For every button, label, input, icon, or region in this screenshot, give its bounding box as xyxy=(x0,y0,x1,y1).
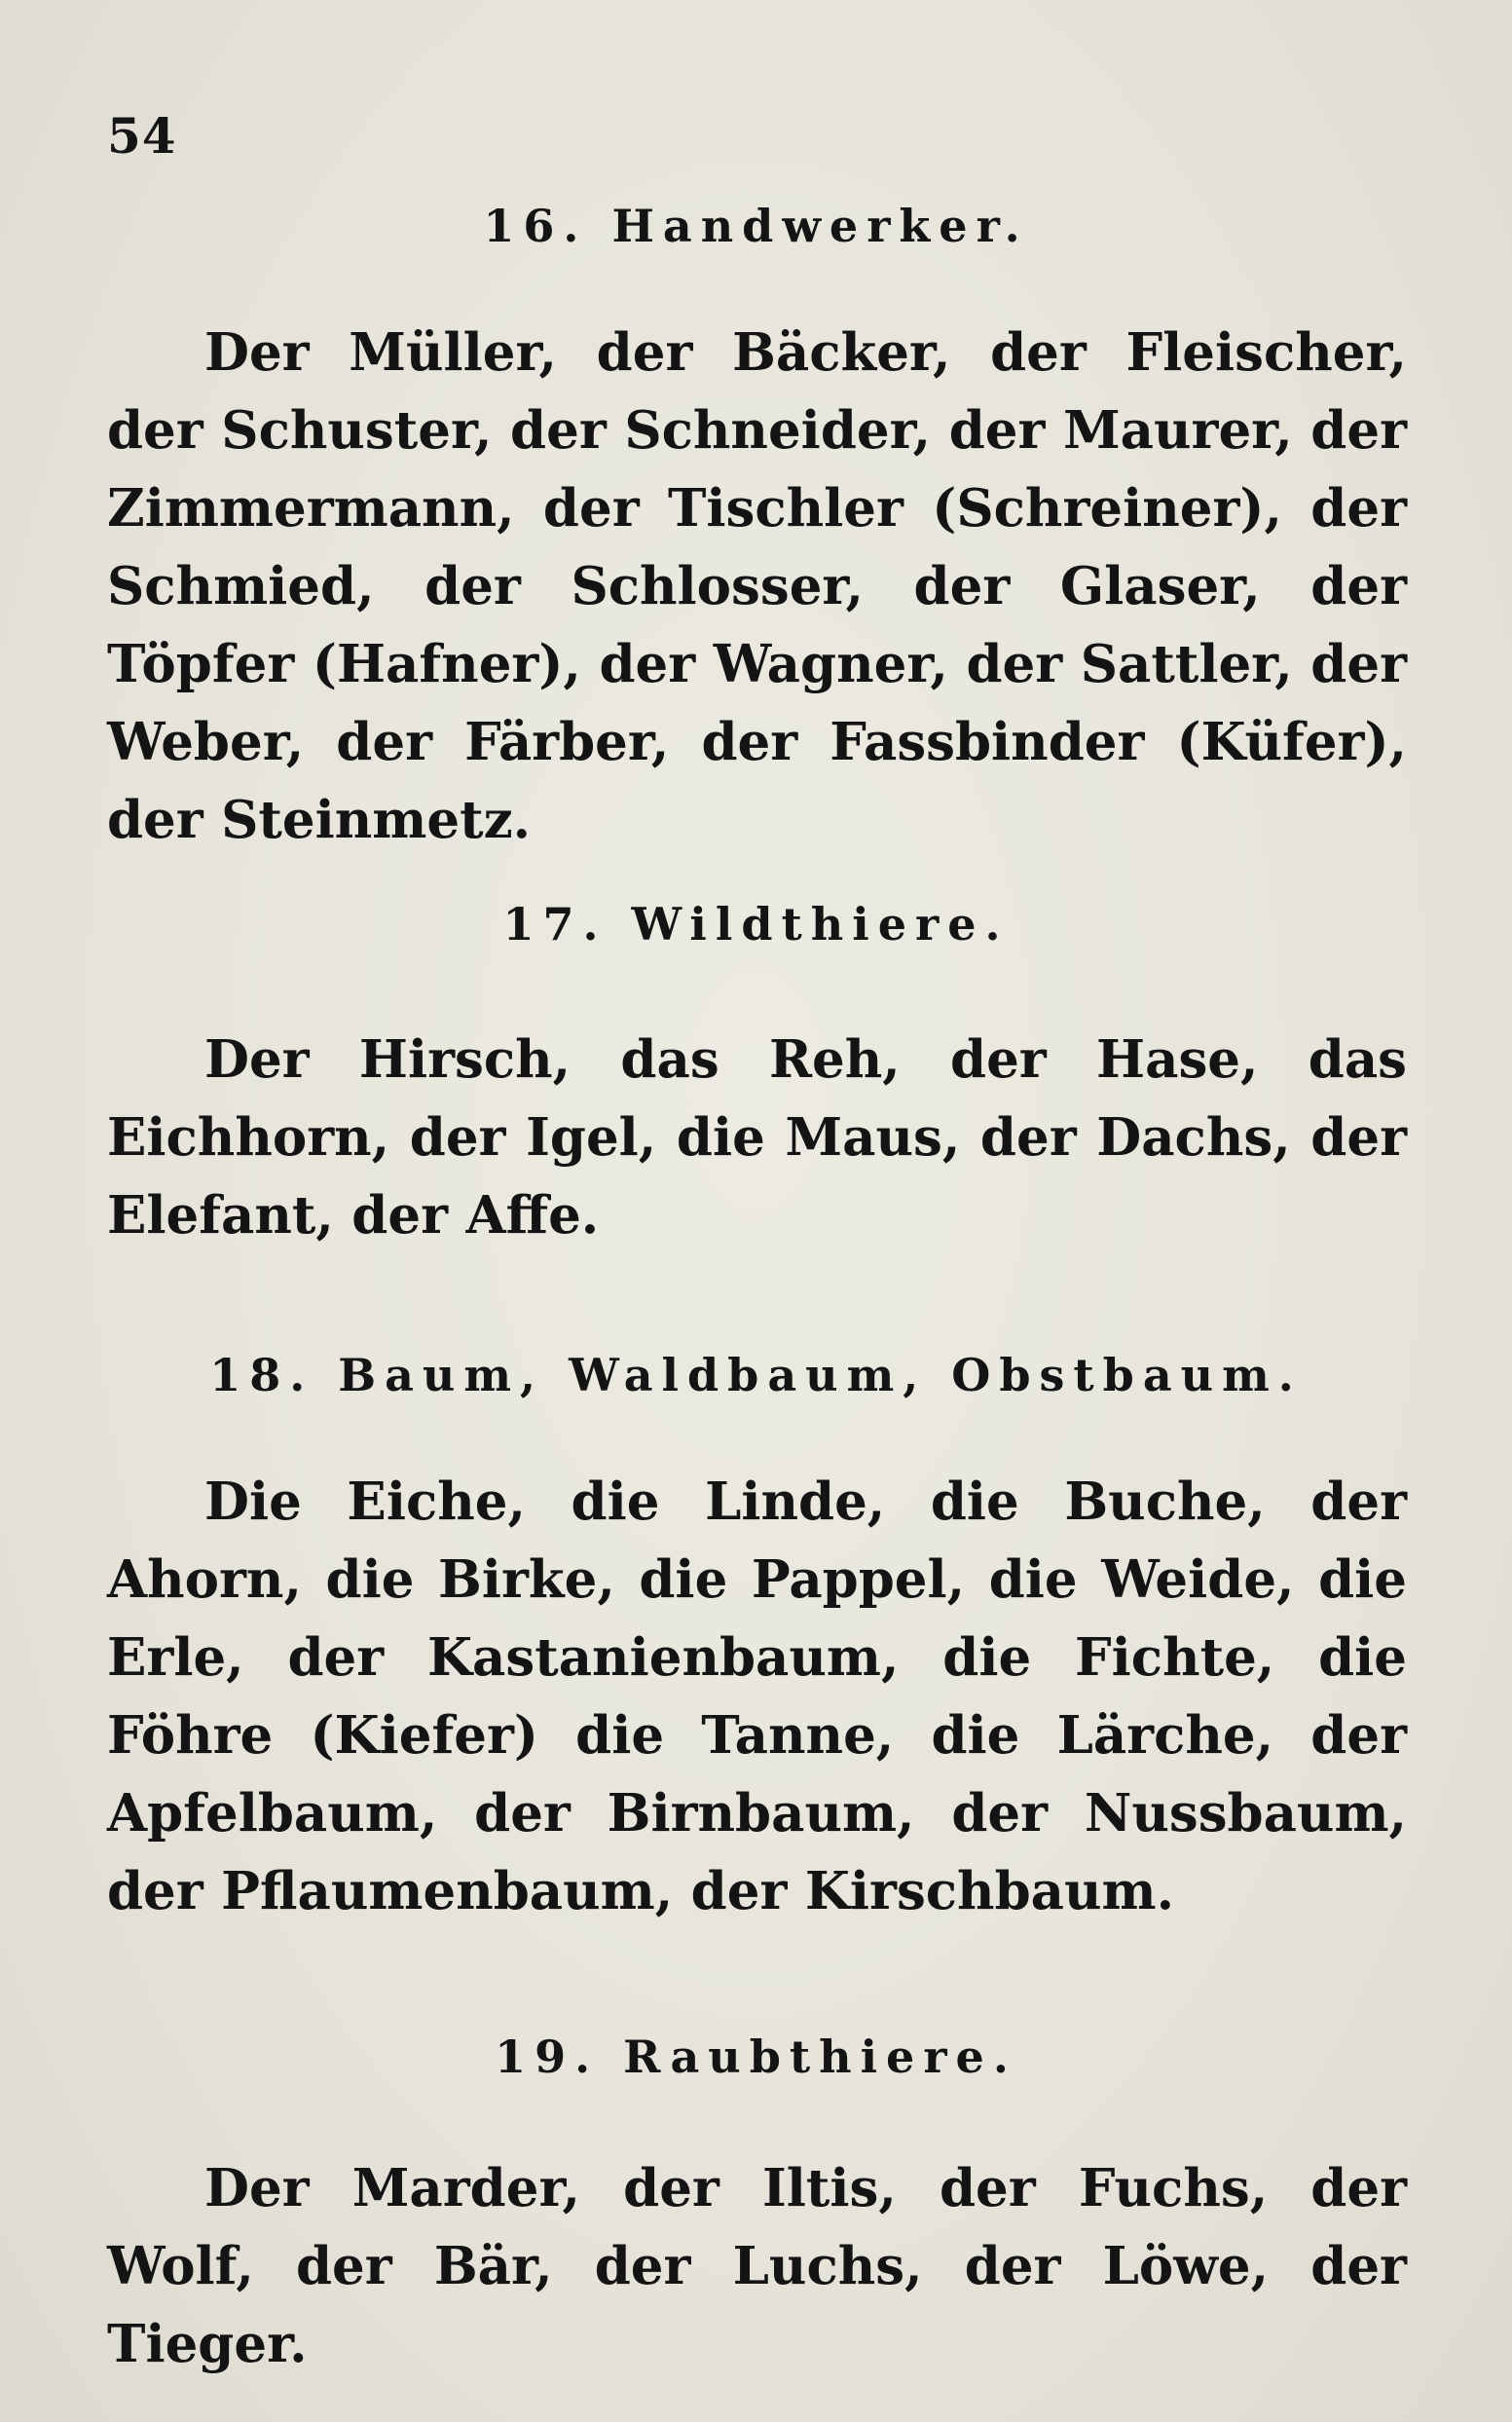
section-text-baum-content: Die Eiche, die Linde, die Buche, der Ahorn, die Birke, die Pappel, die Weide, die Erle, der Kastanienbaum, die Fichte, die Föhre (Kiefer) die Tanne, die Lärche, der Apfelbaum, der Birnbaum, der Nussbaum, der Pflaumenbaum, der Kirschbaum. xyxy=(107,1472,1407,1921)
section-text-raubthiere xyxy=(107,2149,1407,2383)
section-text-wildthiere xyxy=(107,1021,1407,1254)
section-text-handwerker-content: Der Müller, der Bäcker, der Fleischer, der Schuster, der Schneider, der Maurer, der Zimmermann, der Tischler (Schreiner), der Schmied, der Schlosser, der Glaser, der Töpfer (Hafner), der Wagner, der Sattler, der Weber, der Färber, der Fassbinder (Küfer), der Steinmetz. xyxy=(107,322,1407,850)
section-text-raubthiere-content: Der Marder, der Iltis, der Fuchs, der Wolf, der Bär, der Luchs, der Löwe, der Tieger. xyxy=(107,2158,1407,2374)
page-number: 54 xyxy=(107,107,177,165)
section-text-handwerker xyxy=(107,314,1407,859)
section-heading-baum: 18. Baum, Waldbaum, Obstbaum. xyxy=(209,1349,1303,1401)
section-heading-raubthiere: 19. Raubthiere. xyxy=(495,2031,1017,2083)
section-text-wildthiere-content: Der Hirsch, das Reh, der Hase, das Eichhorn, der Igel, die Maus, der Dachs, der Elefant, der Affe. xyxy=(107,1029,1407,1246)
section-heading-handwerker: 16. Handwerker. xyxy=(483,200,1029,252)
section-heading-wildthiere: 17. Wildthiere. xyxy=(502,898,1010,950)
section-text-baum xyxy=(107,1463,1407,1930)
